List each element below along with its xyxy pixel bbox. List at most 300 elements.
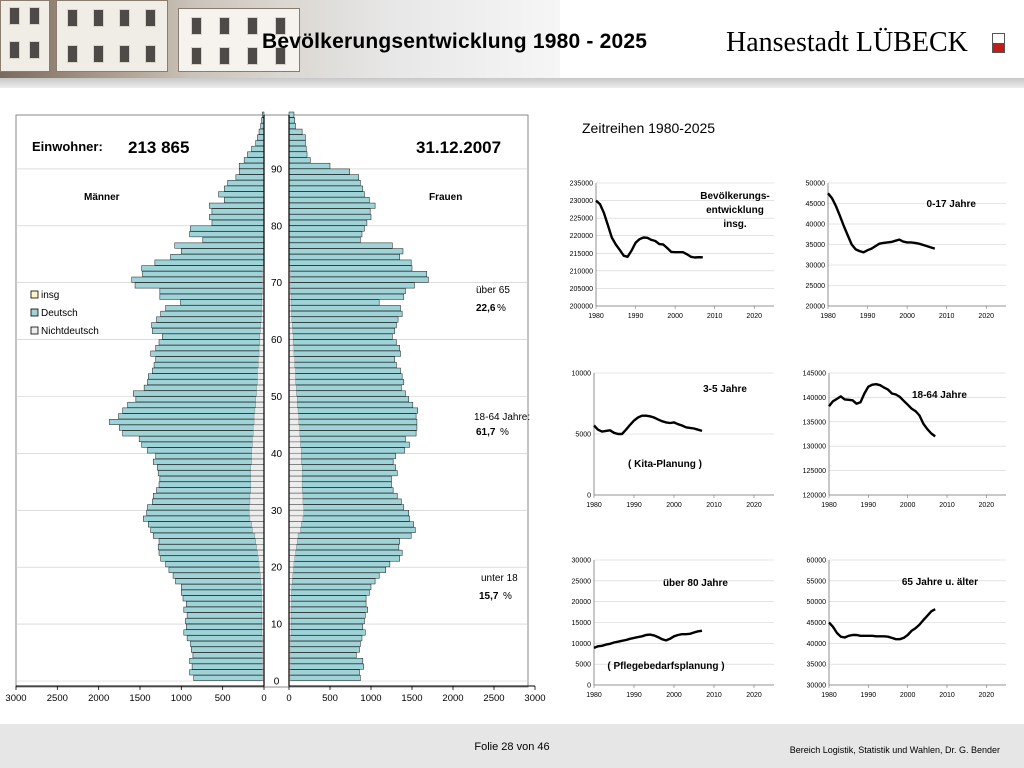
bar-men xyxy=(191,647,264,652)
bar-men xyxy=(143,516,264,521)
share-18-64-value: 61,7 xyxy=(476,427,496,438)
bar-women-nichtdeutsch xyxy=(289,419,299,424)
bar-women xyxy=(289,539,400,544)
bar-men-nichtdeutsch xyxy=(251,482,264,487)
bar-men xyxy=(158,544,264,549)
bar-women xyxy=(289,397,409,402)
legend-swatch-deutsch xyxy=(31,309,38,316)
x-tick-label-left: 2500 xyxy=(46,693,68,704)
bar-women xyxy=(289,664,364,669)
bar-men-nichtdeutsch xyxy=(257,368,264,373)
bar-men xyxy=(194,675,264,680)
bar-women xyxy=(289,579,375,584)
ts-y-tick-label: 30000 xyxy=(571,557,591,565)
bar-men xyxy=(152,499,264,504)
bar-women xyxy=(289,135,305,140)
bar-men xyxy=(203,237,264,242)
bar-men-nichtdeutsch xyxy=(257,391,264,396)
bar-women xyxy=(289,647,360,652)
bar-women-nichtdeutsch xyxy=(289,362,295,367)
bar-women xyxy=(289,271,427,276)
bar-women-nichtdeutsch xyxy=(289,465,302,470)
bar-women xyxy=(289,425,417,430)
bar-men xyxy=(219,192,264,197)
bar-women xyxy=(289,226,364,231)
ts-y-tick-label: 130000 xyxy=(802,443,826,451)
bar-women xyxy=(289,505,404,510)
bar-men xyxy=(162,334,264,339)
bar-men-nichtdeutsch xyxy=(252,448,264,453)
ts-chart-title: 0-17 Jahre xyxy=(926,199,976,210)
bar-men xyxy=(152,323,264,328)
building-facade xyxy=(0,0,50,72)
bar-men xyxy=(132,277,264,282)
bar-women xyxy=(289,653,356,658)
bar-men xyxy=(156,357,264,362)
ts-x-tick-label: 1980 xyxy=(821,502,837,509)
bar-women xyxy=(289,231,362,236)
ts-y-tick-label: 200000 xyxy=(569,303,593,311)
ts-y-tick-label: 140000 xyxy=(802,394,826,402)
bar-men-nichtdeutsch xyxy=(260,340,264,345)
bar-men xyxy=(142,266,264,271)
bar-men xyxy=(142,442,264,447)
ts-x-tick-label: 2020 xyxy=(978,313,995,320)
bar-women-nichtdeutsch xyxy=(289,453,301,458)
ts-y-tick-label: 15000 xyxy=(571,620,591,627)
bar-women xyxy=(289,533,411,538)
bar-women xyxy=(289,317,398,322)
x-tick-label-left: 3000 xyxy=(5,693,27,704)
einwohner-label: Einwohner: xyxy=(32,139,103,154)
ts-y-tick-label: 35000 xyxy=(805,242,825,249)
ts-y-tick-label: 30000 xyxy=(806,682,826,690)
x-tick-label-left: 500 xyxy=(214,693,231,704)
bar-women xyxy=(289,402,413,407)
bar-men-nichtdeutsch xyxy=(257,379,264,384)
x-tick-label-right: 2500 xyxy=(483,693,505,704)
bar-men xyxy=(147,379,264,384)
ts-y-tick-label: 0 xyxy=(587,682,591,690)
share-u18-unit: % xyxy=(503,591,512,602)
bar-women xyxy=(289,163,330,168)
bar-men xyxy=(156,345,264,350)
age-tick-label: 50 xyxy=(270,392,283,403)
bar-men xyxy=(171,254,264,259)
bar-men xyxy=(123,431,264,436)
bar-women-nichtdeutsch xyxy=(289,385,296,390)
bar-women xyxy=(289,408,418,413)
slide-header xyxy=(0,0,1024,78)
bar-women-nichtdeutsch xyxy=(289,488,302,493)
ts-series-line xyxy=(596,201,703,258)
bar-women xyxy=(289,305,401,310)
bar-women xyxy=(289,641,360,646)
bar-men xyxy=(128,402,264,407)
bar-men xyxy=(166,305,264,310)
bar-women xyxy=(289,328,395,333)
bar-women xyxy=(289,527,415,532)
bar-men-nichtdeutsch xyxy=(257,544,264,549)
slide-title: Bevölkerungsentwicklung 1980 - 2025 xyxy=(262,30,648,53)
bar-women xyxy=(289,550,402,555)
ts-y-tick-label: 220000 xyxy=(569,233,593,241)
bar-women xyxy=(289,260,411,265)
bar-women xyxy=(289,152,307,157)
bar-women xyxy=(289,118,295,123)
bar-women xyxy=(289,340,396,345)
x-tick-label-right: 500 xyxy=(322,693,338,704)
bar-men-nichtdeutsch xyxy=(255,408,264,413)
bar-men xyxy=(147,505,264,510)
ts-y-tick-label: 30000 xyxy=(805,262,825,270)
ts-y-tick-label: 45000 xyxy=(806,620,826,627)
bar-women-nichtdeutsch xyxy=(289,374,296,379)
bar-men xyxy=(209,203,264,208)
bar-men xyxy=(228,180,264,185)
bar-women xyxy=(289,146,306,151)
ts-x-tick-label: 1990 xyxy=(626,502,642,509)
bar-men xyxy=(109,419,264,424)
ts-y-tick-label: 50000 xyxy=(805,180,825,188)
bar-women xyxy=(289,283,414,288)
bar-women xyxy=(289,311,402,316)
bar-women-nichtdeutsch xyxy=(289,470,302,475)
bar-men xyxy=(157,317,264,322)
bar-men xyxy=(159,482,264,487)
ts-chart-title: 18-64 Jahre xyxy=(911,390,967,401)
ts-x-tick-label: 2000 xyxy=(899,502,916,509)
ts-x-tick-label: 1990 xyxy=(860,692,877,699)
ts-series-line xyxy=(594,416,702,434)
bar-men xyxy=(212,209,264,214)
bar-men xyxy=(153,493,264,498)
bar-women xyxy=(289,254,400,259)
bar-men xyxy=(212,220,264,225)
bar-men xyxy=(166,562,264,567)
bar-women xyxy=(289,391,405,396)
bar-men-nichtdeutsch xyxy=(258,362,264,367)
ts-chart-title xyxy=(700,191,769,230)
bar-men xyxy=(160,288,264,293)
bar-men-nichtdeutsch xyxy=(254,414,264,419)
bar-women xyxy=(289,618,364,623)
bar-men xyxy=(185,618,264,623)
bar-men-nichtdeutsch xyxy=(252,522,264,527)
timeseries-chart xyxy=(572,558,774,700)
bar-women xyxy=(289,675,360,680)
bar-women-nichtdeutsch xyxy=(289,522,301,527)
header-divider xyxy=(0,78,1024,88)
x-tick-label-right: 2000 xyxy=(442,693,464,704)
bar-men xyxy=(190,670,264,675)
bar-women xyxy=(289,556,400,561)
bar-men-nichtdeutsch xyxy=(258,357,264,362)
share-18-64-unit: % xyxy=(500,427,509,438)
bar-men xyxy=(224,186,264,191)
bar-men xyxy=(252,146,264,151)
bar-men xyxy=(161,311,264,316)
bar-women xyxy=(289,220,367,225)
bar-women xyxy=(289,243,392,248)
bar-women xyxy=(289,209,370,214)
bar-women xyxy=(289,192,364,197)
bar-men xyxy=(142,271,264,276)
bar-men xyxy=(119,425,264,430)
age-tick-label: 60 xyxy=(270,335,283,347)
bar-women xyxy=(289,288,405,293)
bar-women xyxy=(289,573,379,578)
bar-men xyxy=(157,465,264,470)
pyramid-legend xyxy=(31,290,99,337)
building-facade xyxy=(56,0,168,72)
ts-y-tick-label: 215000 xyxy=(569,250,593,258)
bar-men-nichtdeutsch xyxy=(256,539,264,544)
bar-women xyxy=(289,493,397,498)
bar-women xyxy=(289,488,393,493)
bar-men xyxy=(184,630,264,635)
x-tick-label-right: 1000 xyxy=(360,693,382,704)
bar-women xyxy=(289,385,401,390)
bar-men-nichtdeutsch xyxy=(259,562,264,567)
age-tick-label: 0 xyxy=(273,676,280,688)
ts-y-tick-label: 50000 xyxy=(806,599,826,607)
bar-men xyxy=(159,550,264,555)
ts-x-tick-label: 2010 xyxy=(939,692,955,699)
bar-men xyxy=(152,368,264,373)
bar-women-nichtdeutsch xyxy=(289,567,294,572)
bar-men xyxy=(259,129,264,134)
bar-women-nichtdeutsch xyxy=(289,397,297,402)
bar-men xyxy=(151,527,264,532)
bar-women xyxy=(289,476,392,481)
bar-men xyxy=(148,522,264,527)
bar-women xyxy=(289,237,360,242)
bar-men xyxy=(176,579,264,584)
ts-chart-annotation: ( Pflegebedarfsplanung ) xyxy=(607,661,725,672)
bar-men-nichtdeutsch xyxy=(252,436,264,441)
bar-women-nichtdeutsch xyxy=(289,562,294,567)
timeseries-chart xyxy=(806,181,1006,321)
bar-men-nichtdeutsch xyxy=(257,385,264,390)
ts-chart-title-line: entwicklung xyxy=(706,205,764,216)
bar-men xyxy=(192,664,264,669)
bar-men-nichtdeutsch xyxy=(254,419,264,424)
bar-men xyxy=(257,135,264,140)
ts-y-tick-label: 20000 xyxy=(805,303,825,311)
men-label: Männer xyxy=(84,192,120,203)
bar-men-nichtdeutsch xyxy=(253,431,264,436)
ts-x-tick-label: 2010 xyxy=(706,692,722,699)
bar-men xyxy=(224,197,264,202)
ts-x-tick-label: 1990 xyxy=(626,692,642,699)
legend-swatch-nichtdeutsch xyxy=(31,327,38,334)
bar-women-nichtdeutsch xyxy=(289,499,303,504)
bar-women-nichtdeutsch xyxy=(289,516,303,521)
ts-x-tick-label: 2000 xyxy=(899,692,916,699)
bar-women xyxy=(289,670,360,675)
age-tick-label: 20 xyxy=(270,562,283,574)
bar-men xyxy=(133,391,264,396)
bar-women-nichtdeutsch xyxy=(289,533,298,538)
ts-series-line xyxy=(829,609,935,639)
bar-men xyxy=(181,249,264,254)
bar-women-nichtdeutsch xyxy=(289,505,304,510)
ts-chart-title: 3-5 Jahre xyxy=(703,384,747,395)
bar-women xyxy=(289,368,401,373)
bar-men-nichtdeutsch xyxy=(250,499,264,504)
age-tick-label: 10 xyxy=(270,619,283,631)
bar-women xyxy=(289,567,386,572)
bar-women-nichtdeutsch xyxy=(289,357,295,362)
bar-women-nichtdeutsch xyxy=(289,340,293,345)
bar-women xyxy=(289,140,305,145)
bar-women xyxy=(289,374,402,379)
bar-men-nichtdeutsch xyxy=(257,374,264,379)
bar-women-nichtdeutsch xyxy=(289,510,304,515)
ts-y-tick-label: 25000 xyxy=(805,283,825,290)
bar-men xyxy=(144,385,264,390)
ts-x-tick-label: 2000 xyxy=(899,313,915,320)
bar-women-nichtdeutsch xyxy=(289,425,300,430)
bar-men-nichtdeutsch xyxy=(259,345,264,350)
x-tick-label-right: 0 xyxy=(286,693,292,704)
bar-men-nichtdeutsch xyxy=(258,556,264,561)
bar-women xyxy=(289,482,392,487)
x-tick-label-left: 0 xyxy=(261,693,267,704)
ts-x-tick-label: 1980 xyxy=(821,692,837,699)
ts-x-tick-label: 1980 xyxy=(820,313,836,320)
bar-men xyxy=(155,260,264,265)
bar-men xyxy=(158,470,264,475)
ts-y-tick-label: 40000 xyxy=(806,640,826,648)
bar-women xyxy=(289,112,294,117)
bar-women-nichtdeutsch xyxy=(289,408,298,413)
bar-women xyxy=(289,596,366,601)
bar-women xyxy=(289,277,428,282)
bar-women-nichtdeutsch xyxy=(289,391,296,396)
bar-women-nichtdeutsch xyxy=(289,482,302,487)
einwohner-value: 213 865 xyxy=(128,138,190,157)
ts-y-tick-label: 35000 xyxy=(806,661,826,669)
legend-swatch-insg xyxy=(31,291,38,298)
age-tick-label: 40 xyxy=(270,448,283,460)
bar-men-nichtdeutsch xyxy=(253,425,264,430)
bar-men xyxy=(181,300,264,305)
ts-x-tick-label: 1990 xyxy=(859,313,876,320)
bar-men-nichtdeutsch xyxy=(252,459,264,464)
ts-x-tick-label: 2020 xyxy=(746,692,762,699)
bar-women xyxy=(289,562,390,567)
ts-y-tick-label: 40000 xyxy=(805,221,825,229)
ts-chart-title-line: insg. xyxy=(723,219,747,230)
share-18-64-label: 18-64 Jahre: xyxy=(474,412,531,423)
share-65-label: über 65 xyxy=(476,285,510,296)
bar-women xyxy=(289,470,397,475)
population-pyramid xyxy=(0,110,560,710)
ts-y-tick-label: 20000 xyxy=(571,599,591,607)
bar-women xyxy=(289,431,416,436)
bar-women-nichtdeutsch xyxy=(289,379,296,384)
bar-men xyxy=(123,408,264,413)
bar-men-nichtdeutsch xyxy=(251,488,264,493)
bar-women-nichtdeutsch xyxy=(289,345,294,350)
bar-women xyxy=(289,624,363,629)
bar-women xyxy=(289,169,350,174)
bar-women xyxy=(289,266,412,271)
share-u18-value: 15,7 xyxy=(479,591,499,602)
x-tick-label-right: 1500 xyxy=(401,693,423,704)
bar-men xyxy=(184,607,264,612)
bar-women xyxy=(289,635,362,640)
bar-women xyxy=(289,419,417,424)
bar-men xyxy=(148,374,264,379)
bar-women xyxy=(289,630,365,635)
bar-women xyxy=(289,175,359,180)
bar-men xyxy=(173,573,264,578)
bar-women xyxy=(289,607,368,612)
bar-women-nichtdeutsch xyxy=(289,459,301,464)
bar-men xyxy=(181,590,264,595)
ts-y-tick-label: 225000 xyxy=(569,215,593,223)
ts-y-tick-label: 235000 xyxy=(569,180,593,188)
share-65-unit: % xyxy=(497,303,506,314)
bar-men-nichtdeutsch xyxy=(256,402,264,407)
ts-y-tick-label: 145000 xyxy=(802,370,826,378)
ts-x-tick-label: 2010 xyxy=(706,502,722,509)
bar-women xyxy=(289,436,405,441)
ts-x-tick-label: 2020 xyxy=(978,502,995,509)
bar-men xyxy=(187,635,264,640)
bar-men xyxy=(159,340,264,345)
footer-credit: Bereich Logistik, Statistik und Wahlen, Dr. G. Bender xyxy=(789,745,1000,755)
ts-y-tick-label: 5000 xyxy=(575,661,591,669)
bar-women-nichtdeutsch xyxy=(289,556,295,561)
ts-y-tick-label: 60000 xyxy=(806,557,826,565)
bar-women xyxy=(289,197,369,202)
bar-men xyxy=(186,624,264,629)
bar-men xyxy=(186,601,264,606)
bar-women xyxy=(289,522,414,527)
ts-chart-annotation: ( Kita-Planung ) xyxy=(628,459,702,470)
bar-men xyxy=(190,231,264,236)
bar-women xyxy=(289,379,404,384)
ts-x-tick-label: 2000 xyxy=(666,502,682,509)
bar-men-nichtdeutsch xyxy=(251,476,264,481)
bar-women xyxy=(289,203,375,208)
share-u18-label: unter 18 xyxy=(481,573,518,584)
bar-men xyxy=(160,294,264,299)
bar-women-nichtdeutsch xyxy=(289,368,296,373)
bar-women xyxy=(289,510,409,515)
bar-women-nichtdeutsch xyxy=(289,414,299,419)
bar-men xyxy=(147,448,264,453)
bar-men-nichtdeutsch xyxy=(250,493,264,498)
women-label: Frauen xyxy=(429,192,463,203)
bar-men xyxy=(154,362,264,367)
bar-men xyxy=(135,283,264,288)
bar-women xyxy=(289,414,416,419)
bar-men xyxy=(190,658,264,663)
legend-label-nichtdeutsch: Nichtdeutsch xyxy=(41,326,99,337)
bar-women-nichtdeutsch xyxy=(289,334,293,339)
bar-women-nichtdeutsch xyxy=(289,544,296,549)
bar-men-nichtdeutsch xyxy=(249,510,264,515)
bar-women-nichtdeutsch xyxy=(289,351,294,356)
ts-y-tick-label: 45000 xyxy=(805,201,825,208)
ts-y-tick-label: 55000 xyxy=(806,578,826,586)
age-tick-label: 70 xyxy=(270,278,283,290)
